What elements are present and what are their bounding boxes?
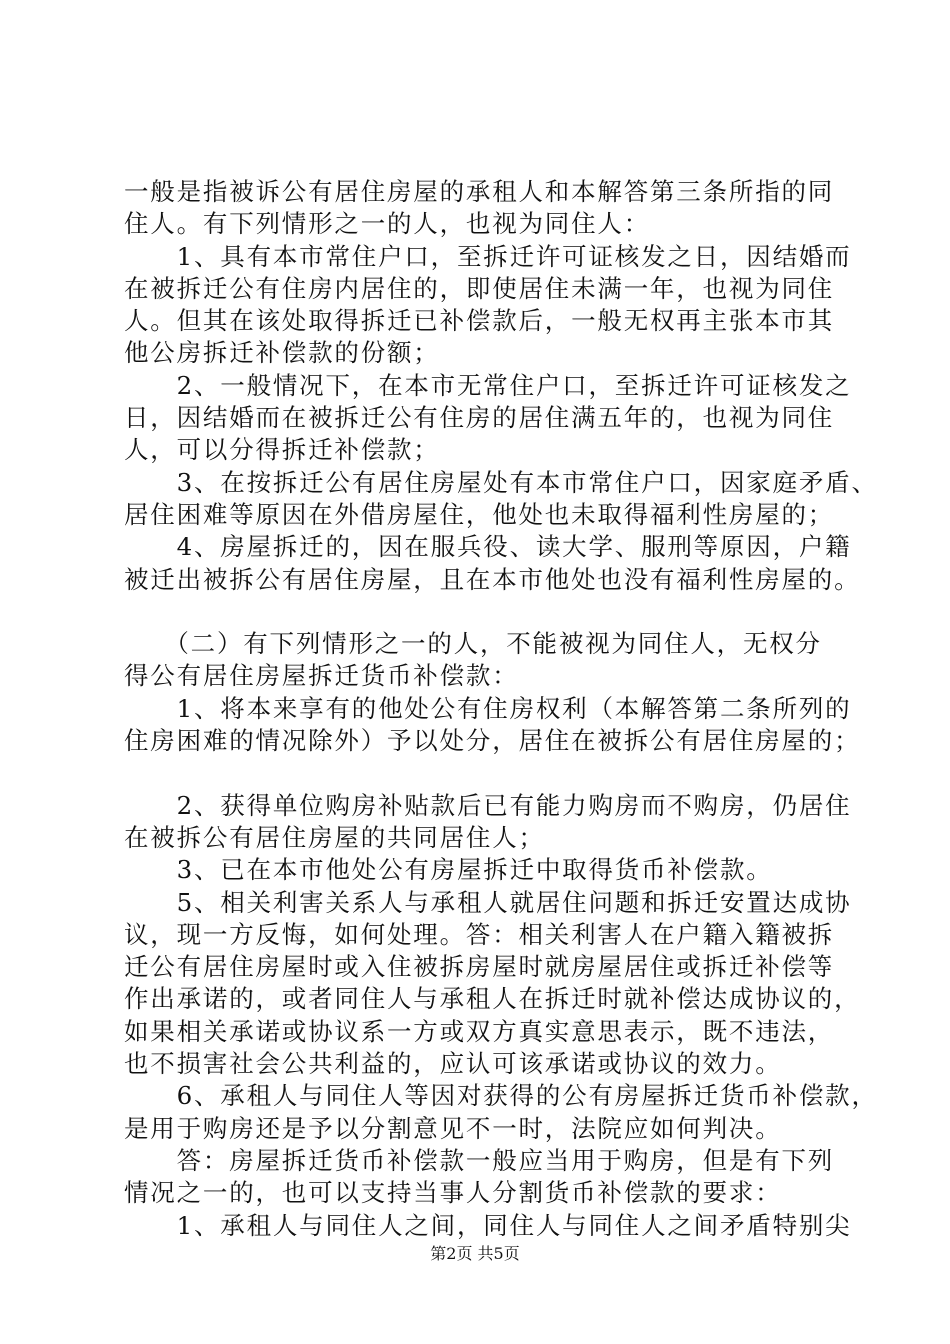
text-line: 也不损害社会公共利益的，应认可该承诺或协议的效力。 <box>124 1049 782 1079</box>
text-line: 作出承诺的，或者同住人与承租人在拆迁时就补偿达成协议的， <box>124 984 861 1014</box>
text-line: 3、已在本市他处公有房屋拆迁中取得货币补偿款。 <box>124 855 773 885</box>
text-line: 1、承租人与同住人之间，同住人与同住人之间矛盾特别尖 <box>124 1210 852 1240</box>
text-line: 6、承租人与同住人等因对获得的公有房屋拆迁货币补偿款， <box>124 1081 878 1111</box>
text-line: 如果相关承诺或协议系一方或双方真实意思表示，既不违法， <box>124 1016 835 1046</box>
text-line: 3、在按拆迁公有居住房屋处有本市常住户口，因家庭矛盾、 <box>124 467 878 497</box>
blank-line <box>124 596 830 628</box>
text-line: 1、将本来享有的他处公有住房权利（本解答第二条所列的 <box>124 693 852 723</box>
text-line: 在被拆公有居住房屋的共同居住人； <box>124 822 545 852</box>
text-line: 1、具有本市常住户口，至拆迁许可证核发之日，因结婚而 <box>124 241 852 271</box>
text-line: 日，因结婚而在被拆迁公有住房的居住满五年的，也视为同住 <box>124 403 835 433</box>
text-line: （二）有下列情形之一的人，不能被视为同住人，无权分 <box>124 629 822 659</box>
text-line: 得公有居住房屋拆迁货币补偿款： <box>124 661 519 691</box>
text-line: 人，可以分得拆迁补偿款； <box>124 435 440 465</box>
text-line: 一般是指被诉公有居住房屋的承租人和本解答第三条所指的同 <box>124 177 835 206</box>
text-line: 人。但其在该处取得拆迁已补偿款后，一般无权再主张本市其 <box>124 306 835 336</box>
text-line: 被迁出被拆公有居住房屋，且在本市他处也没有福利性房屋的。 <box>124 564 861 594</box>
text-line: 住房困难的情况除外）予以处分，居住在被拆公有居住房屋的； <box>124 726 861 756</box>
text-line: 2、获得单位购房补贴款后已有能力购房而不购房，仍居住 <box>124 790 852 820</box>
text-line: 情况之一的，也可以支持当事人分割货币补偿款的要求： <box>124 1178 782 1208</box>
text-line: 居住困难等原因在外借房屋住，他处也未取得福利性房屋的； <box>124 499 835 529</box>
text-line: 5、相关利害关系人与承租人就居住问题和拆迁安置达成协 <box>124 887 852 917</box>
document-body <box>124 176 878 1242</box>
text-line: 住人。有下列情形之一的人，也视为同住人： <box>124 209 650 239</box>
page-number-footer: 第2页 共5页 <box>430 1244 520 1263</box>
text-line: 2、一般情况下，在本市无常住户口，至拆迁许可证核发之 <box>124 370 852 400</box>
text-line: 答：房屋拆迁货币补偿款一般应当用于购房，但是有下列 <box>124 1145 835 1175</box>
text-line: 迁公有居住房屋时或入住被拆房屋时就房屋居住或拆迁补偿等 <box>124 952 835 982</box>
text-line: 他公房拆迁补偿款的份额； <box>124 338 440 368</box>
blank-line <box>124 757 830 789</box>
text-line: 议，现一方反悔，如何处理。答：相关利害人在户籍入籍被拆 <box>124 919 835 949</box>
text-line: 是用于购房还是予以分割意见不一时，法院应如何判决。 <box>124 1113 782 1143</box>
text-line: 在被拆迁公有住房内居住的，即使居住未满一年，也视为同住 <box>124 273 835 303</box>
text-line: 4、房屋拆迁的，因在服兵役、读大学、服刑等原因，户籍 <box>124 532 852 562</box>
